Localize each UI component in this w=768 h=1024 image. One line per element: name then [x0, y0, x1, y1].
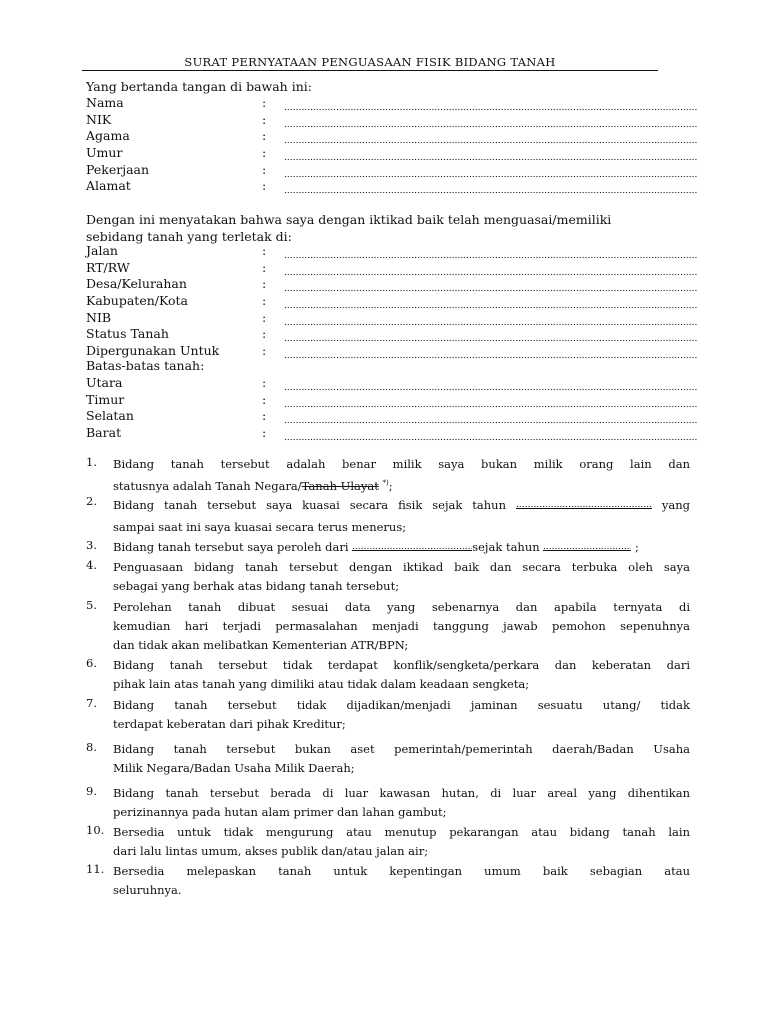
boundary-field-row	[86, 425, 698, 442]
item-1-text: statusnya adalah Tanah Negara/	[113, 478, 302, 493]
item-3-line-1	[113, 538, 690, 557]
person-field-row	[86, 161, 698, 178]
item-number: 5.	[86, 598, 97, 612]
colon: :	[262, 326, 267, 342]
item-9-line-1: Bidang tanah tersebut berada di luar kawasan hutan, di luar areal yang dihentikan	[113, 786, 690, 800]
land-field-row	[86, 243, 698, 260]
boundary-field-row	[86, 408, 698, 425]
item-8-line-1: Bidang tanah tersebut bukan aset pemerintah/pemerintah daerah/Badan Usaha	[113, 742, 690, 756]
person-field-label: Alamat	[86, 178, 131, 194]
item-10-line-1: Bersedia untuk tidak mengurung atau menutup pekarangan atau bidang tanah lain	[113, 825, 690, 839]
footnote-mark: *)	[382, 479, 389, 487]
item-9-line-2: perizinannya pada hutan alam primer dan lahan gambut;	[113, 805, 447, 819]
colon: :	[262, 391, 267, 407]
person-field-fill-line[interactable]	[284, 167, 698, 178]
colon: :	[262, 161, 267, 177]
colon: :	[262, 95, 267, 111]
boundary-field-label: Selatan	[86, 408, 134, 424]
land-field-row	[86, 260, 698, 277]
person-field-row	[86, 128, 698, 145]
item-11-line-2: seluruhnya.	[113, 883, 182, 897]
item-number: 10.	[86, 823, 105, 837]
land-field-label: RT/RW	[86, 259, 130, 275]
intro-text: Yang bertanda tangan di bawah ini:	[86, 79, 312, 94]
statement-line-2: sebidang tanah yang terletak di:	[86, 228, 292, 244]
boundaries-label: Batas-batas tanah:	[86, 358, 205, 373]
colon: :	[262, 178, 267, 194]
item-4-line-2: sebagai yang berhak atas bidang tanah tersebut;	[113, 579, 400, 593]
boundary-field-fill-line[interactable]	[284, 430, 698, 441]
colon: :	[262, 375, 267, 391]
colon: :	[262, 145, 267, 161]
colon: :	[262, 276, 267, 292]
item-number: 2.	[86, 494, 97, 508]
boundary-field-row	[86, 392, 698, 409]
statement-text	[86, 212, 698, 245]
boundary-field-fill-line[interactable]	[284, 397, 698, 408]
item-1-end: ;	[388, 478, 393, 493]
land-field-fill-line[interactable]	[284, 281, 698, 292]
item-3-text: Bidang tanah tersebut saya peroleh dari	[113, 540, 349, 554]
item-number: 1.	[86, 455, 97, 469]
colon: :	[262, 243, 267, 259]
boundary-field-fill-line[interactable]	[284, 413, 698, 424]
boundary-field-label: Utara	[86, 375, 123, 391]
land-field-label: NIB	[86, 309, 112, 325]
item-6-line-2: pihak lain atas tanah yang dimiliki atau tidak dalam keadaan sengketa;	[113, 677, 530, 691]
item-5-line-2: kemudian hari terjadi permasalahan menjadi tanggung jawab pemohon sepenuhnya	[113, 619, 690, 633]
land-field-row	[86, 293, 698, 310]
person-field-label: NIK	[86, 111, 112, 127]
person-field-fill-line[interactable]	[284, 100, 698, 111]
person-field-row	[86, 145, 698, 162]
colon: :	[262, 128, 267, 144]
boundary-field-label: Timur	[86, 391, 125, 407]
boundary-field-label: Barat	[86, 425, 122, 441]
person-field-fill-line[interactable]	[284, 117, 698, 128]
colon: :	[262, 259, 267, 275]
item-7-line-2: terdapat keberatan dari pihak Kreditur;	[113, 717, 346, 731]
land-field-row	[86, 309, 698, 326]
person-field-row	[86, 112, 698, 129]
item-1-line-1: Bidang tanah tersebut adalah benar milik saya bukan milik orang lain dan	[113, 457, 690, 471]
person-field-fill-line[interactable]	[284, 150, 698, 161]
land-field-label: Kabupaten/Kota	[86, 293, 188, 309]
person-field-row	[86, 95, 698, 112]
item-4-line-1: Penguasaan bidang tanah tersebut dengan iktikad baik dan secara terbuka oleh saya	[113, 560, 690, 574]
item-number: 8.	[86, 740, 97, 754]
colon: :	[262, 408, 267, 424]
boundary-field-fill-line[interactable]	[284, 380, 698, 391]
person-field-row	[86, 178, 698, 195]
item-10-line-2: dari lalu lintas umum, akses publik dan/atau jalan air;	[113, 844, 429, 858]
colon: :	[262, 293, 267, 309]
item-number: 7.	[86, 696, 97, 710]
land-field-fill-line[interactable]	[284, 298, 698, 309]
boundary-field-row	[86, 375, 698, 392]
item-11-line-1: Bersedia melepaskan tanah untuk kepentingan umum baik sebagian atau	[113, 864, 690, 878]
person-field-fill-line[interactable]	[284, 183, 698, 194]
person-field-label: Pekerjaan	[86, 161, 150, 177]
struck-text: Tanah Ulayat	[301, 478, 379, 493]
item-3-end: ;	[634, 540, 639, 554]
item-2-line-1	[113, 494, 690, 516]
item-7-line-1: Bidang tanah tersebut tidak dijadikan/menjadi jaminan sesuatu utang/ tidak	[113, 698, 690, 712]
item-5-line-3: dan tidak akan melibatkan Kementerian ATR/BPN;	[113, 638, 409, 652]
item-number: 4.	[86, 558, 97, 572]
person-field-label: Umur	[86, 145, 123, 161]
person-field-fill-line[interactable]	[284, 133, 698, 144]
document-title: SURAT PERNYATAAN PENGUASAAN FISIK BIDANG TANAH	[82, 55, 658, 71]
land-field-fill-line[interactable]	[284, 265, 698, 276]
land-fields	[86, 243, 698, 359]
land-field-row	[86, 276, 698, 293]
person-field-label: Nama	[86, 95, 124, 111]
item-1-line-2	[113, 474, 690, 496]
land-field-fill-line[interactable]	[284, 331, 698, 342]
year-blank[interactable]	[516, 498, 652, 509]
land-field-label: Status Tanah	[86, 326, 169, 342]
person-fields	[86, 95, 698, 195]
statement-line-1: Dengan ini menyatakan bahwa saya dengan iktikad baik telah menguasai/memiliki	[86, 212, 612, 227]
land-field-fill-line[interactable]	[284, 315, 698, 326]
item-number: 11.	[86, 862, 105, 876]
item-3-text-mid: sejak tahun	[472, 540, 540, 554]
acquired-year-blank[interactable]	[543, 540, 631, 551]
colon: :	[262, 111, 267, 127]
colon: :	[262, 309, 267, 325]
item-number: 9.	[86, 784, 97, 798]
item-number: 6.	[86, 656, 97, 670]
item-5-line-1: Perolehan tanah dibuat sesuai data yang sebenarnya dan apabila ternyata di	[113, 600, 690, 614]
land-field-row	[86, 343, 698, 360]
item-2-text-end: yang	[661, 498, 691, 512]
land-field-label: Desa/Kelurahan	[86, 276, 187, 292]
item-2-line-2: sampai saat ini saya kuasai secara terus menerus;	[113, 520, 407, 534]
item-6-line-1: Bidang tanah tersebut tidak terdapat konflik/sengketa/perkara dan keberatan dari	[113, 658, 690, 672]
item-number: 3.	[86, 538, 97, 552]
person-field-label: Agama	[86, 128, 130, 144]
land-field-fill-line[interactable]	[284, 248, 698, 259]
item-8-line-2: Milik Negara/Badan Usaha Milik Daerah;	[113, 761, 355, 775]
colon: :	[262, 425, 267, 441]
land-field-label: Jalan	[86, 243, 118, 259]
colon: :	[262, 342, 267, 358]
land-field-label: Dipergunakan Untuk	[86, 342, 220, 358]
boundary-fields	[86, 375, 698, 441]
land-field-row	[86, 326, 698, 343]
source-blank[interactable]	[352, 540, 472, 551]
item-2-text: Bidang tanah tersebut saya kuasai secara fisik sejak tahun	[113, 498, 506, 512]
